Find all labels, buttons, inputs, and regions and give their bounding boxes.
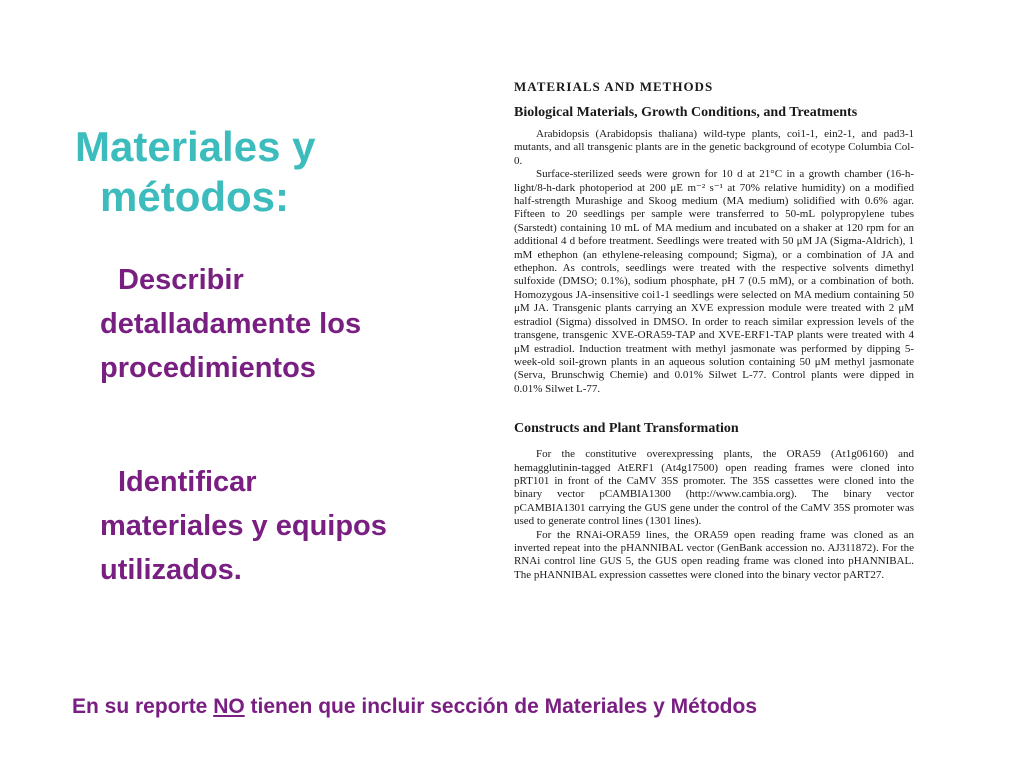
footer-note [72,693,972,721]
bullet-describe-lead: Describir [118,264,244,296]
paper-section2-paragraph1: For the constitutive overexpressing plants, the ORA59 (At1g06160) and hemagglutinin-tagged AtERF1 (At4g17500) open reading frames were cloned into pRT101 in front of the CaMV 35S promoter. The 35S cassettes were cloned into the binary vector pCAMBIA1300 (http://www.cambia.org). The binary vector pCAMBIA1301 carrying the GUS gene under the control of the CaMV 35S promoter was used to generate control lines (1301 lines). [514,448,914,528]
paper-section2-title: Constructs and Plant Transformation [514,421,739,437]
paper-section1-paragraph1: Arabidopsis (Arabidopsis thaliana) wild-type plants, coi1-1, ein2-1, and pad3-1 mutants, and all transgenic plants are in the genetic background of ecotype Columbia Col-0. [514,128,914,167]
footer-text-after: tienen que incluir sección de Materiales y Métodos [244,695,758,718]
paper-section1-title: Biological Materials, Growth Conditions, and Treatments [514,105,858,120]
paper-section1-paragraph2: Surface-sterilized seeds were grown for 10 d at 21°C in a growth chamber (16-h-light/8-h-dark photoperiod at 200 μE m⁻² s⁻¹ at 70% relative humidity) on a modified half-strength Murashige and Skoog medium (MA medium) solidified with 0.6% agar. Fifteen to 20 seedlings per sample were transferred to 50-mL polypropylene tubes (Sarstedt) containing 10 mL of MA medium and incubated on a shaker at 120 rpm for an additional 4 d before treatment. Seedlings were treated with 50 μM JA (Sigma-Aldrich), 1 mM ethephon (an ethylene-releasing compound; Sigma), or a combination of JA and ethephon. As controls, seedlings were treated with the respective solvents dimethyl sulfoxide (DMSO; 0.1%), sodium phosphate, pH 7 (0.5 mM), or a combination of both. Homozygous JA-insensitive coi1-1 seedlings were selected on MA medium containing 50 μM JA. Transgenic plants carrying an XVE expression module were treated with 2 μM estradiol (Sigma) dissolved in DMSO. In order to reach similar expression levels of the transgene, transgenic XVE-ORA59-TAP and XVE-ERF1-TAP plants were treated with 4 μM estradiol. Induction treatment with methyl jasmonate was performed by dipping 5-week-old soil-grown plants in an aqueous solution containing 50 μM methyl jasmonate (Serva, Brunschwig Chemie) and 0.01% Silwet L-77. Control plants were dipped in 0.01% Silwet L-77. [514,168,914,395]
bullet-describe [100,258,460,390]
paper-excerpt-image [514,78,914,676]
bullet-identify-text: materiales y equipos utilizados. [100,510,387,586]
bullet-describe-text: detalladamente los procedimientos [100,308,362,384]
paper-section2-paragraph2: For the RNAi-ORA59 lines, the ORA59 open reading frame was cloned as an inverted repeat into the pHANNIBAL vector (GenBank accession no. AJ311872). For the RNAi control line GUS 5, the GUS open reading frame was cloned into pHANNIBAL. The pHANNIBAL expression cassettes were cloned into the binary vector pART27. [514,528,914,581]
title-line-1: Materiales y [75,123,316,170]
footer-emphasis: NO [213,695,245,718]
paper-heading: MATERIALS AND METHODS [514,79,714,94]
bullet-identify-lead: Identificar [118,466,257,498]
bullet-identify [100,460,460,592]
footer-text-before: En su reporte [72,695,214,718]
slide-title [75,122,375,222]
title-line-2: métodos: [100,173,289,220]
